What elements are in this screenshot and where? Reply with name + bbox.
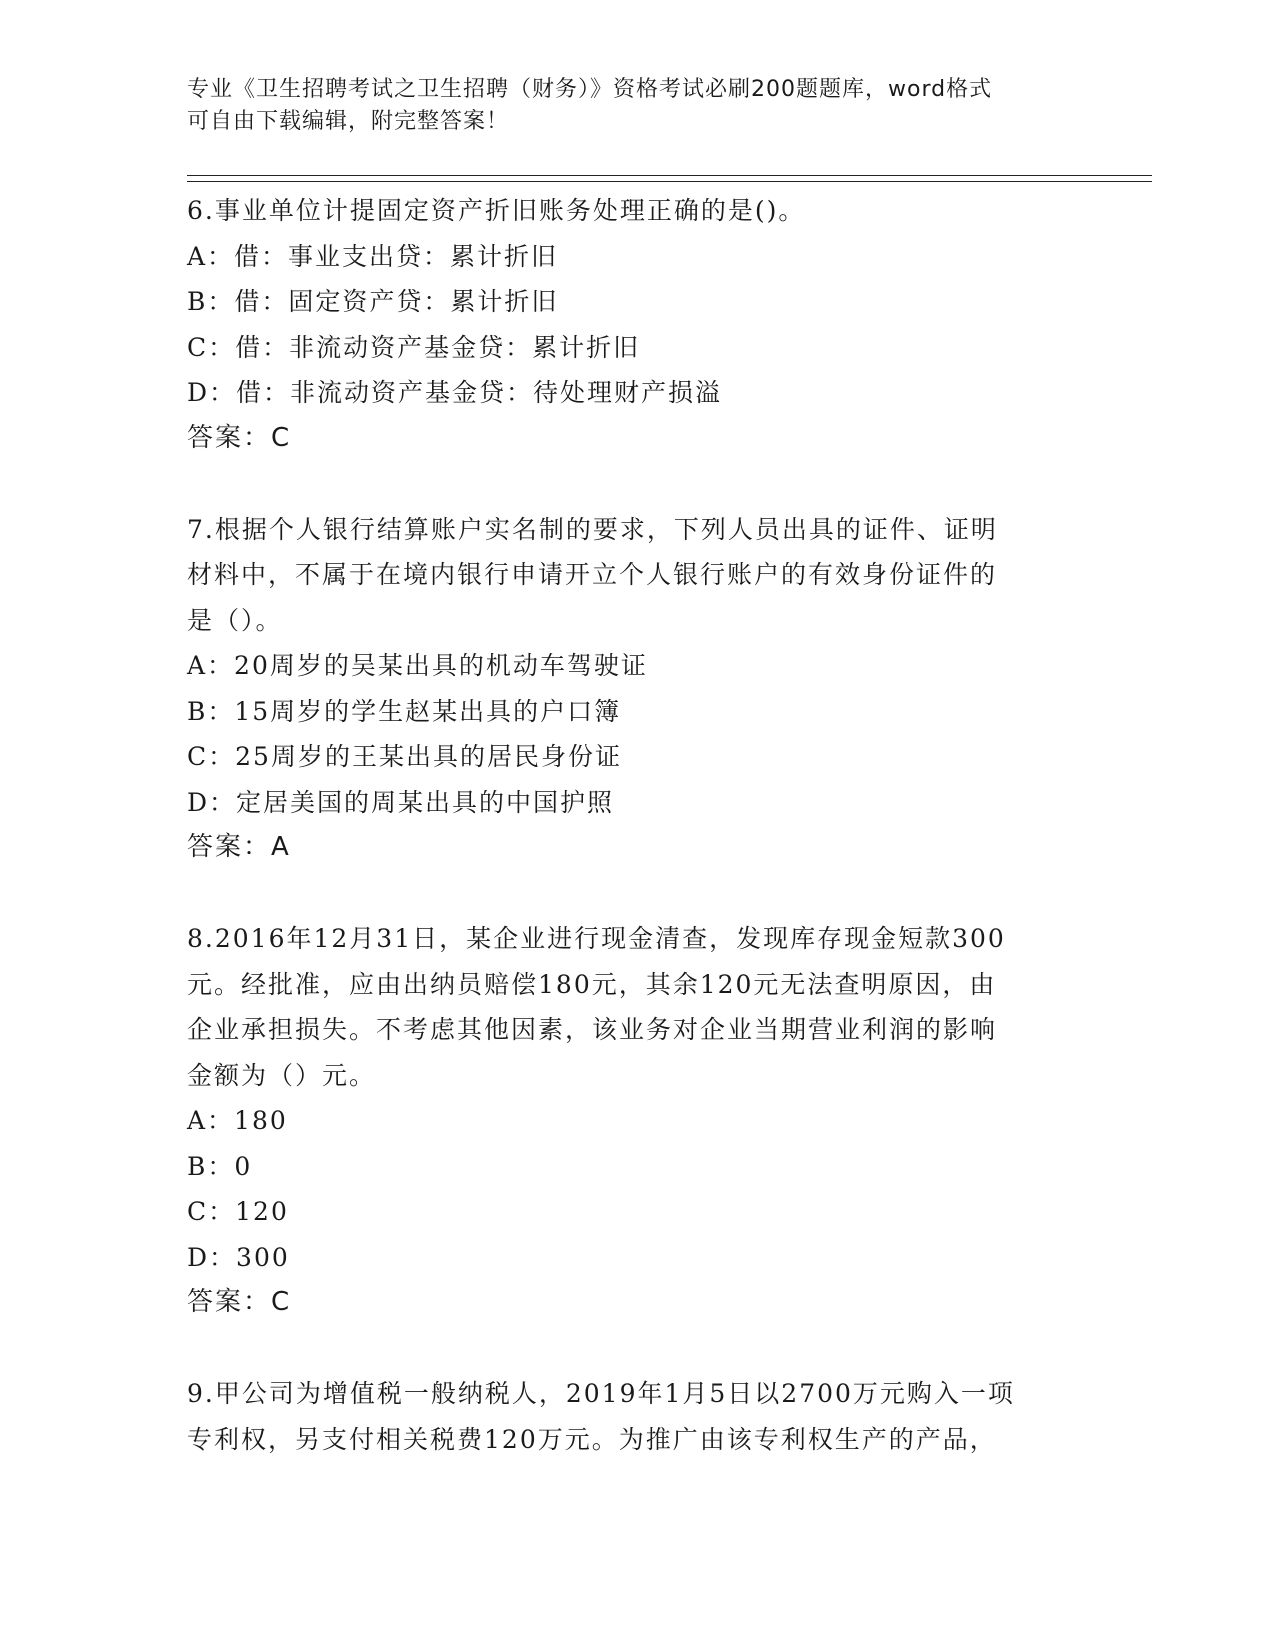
option-c: C：120 — [187, 1197, 289, 1226]
header-subtitle-line: 可自由下载编辑，附完整答案！ — [187, 109, 510, 134]
question-stem: 是（）。 — [187, 605, 283, 635]
question-spacer — [187, 1326, 1087, 1372]
option-a: A：借：事业支出贷：累计折旧 — [187, 241, 559, 271]
option-b: B：0 — [187, 1151, 253, 1181]
option-d: D：300 — [187, 1242, 290, 1272]
question-stem: 6.事业单位计提固定资产折旧账务处理正确的是()。 — [187, 196, 806, 225]
question-stem: 材料中，不属于在境内银行申请开立个人银行账户的有效身份证件的 — [187, 560, 998, 589]
option-c: C：25周岁的王某出具的居民身份证 — [187, 742, 622, 771]
question-stem: 元。经批准，应由出纳员赔偿180元，其余120元无法查明原因，由 — [187, 969, 997, 999]
question-spacer — [187, 871, 1087, 917]
question-block — [187, 507, 1087, 871]
option-a: A：180 — [187, 1106, 288, 1135]
option-b: B：借：固定资产贷：累计折旧 — [187, 287, 559, 316]
question-block — [187, 916, 1087, 1326]
question-stem: 9.甲公司为增值税一般纳税人，2019年1月5日以2700万元购入一项 — [187, 1379, 1015, 1408]
header-rule-bottom — [187, 181, 1152, 182]
option-d: D：定居美国的周某出具的中国护照 — [187, 787, 615, 817]
answer-line: 答案：C — [187, 1287, 292, 1317]
page-header — [187, 74, 1087, 138]
question-spacer — [187, 461, 1087, 507]
question-stem: 8.2016年12月31日，某企业进行现金清查，发现库存现金短款300 — [187, 924, 1006, 953]
option-d: D：借：非流动资产基金贷：待处理财产损溢 — [187, 378, 723, 407]
option-b: B：15周岁的学生赵某出具的户口簿 — [187, 696, 622, 726]
option-a: A：20周岁的吴某出具的机动车驾驶证 — [187, 651, 648, 680]
header-rule-top — [187, 175, 1152, 176]
answer-line: 答案：A — [187, 832, 291, 862]
question-block — [187, 1371, 1087, 1462]
question-stem: 专利权，另支付相关税费120万元。为推广由该专利权生产的产品， — [187, 1424, 997, 1454]
answer-line: 答案：C — [187, 422, 292, 453]
option-c: C：借：非流动资产基金贷：累计折旧 — [187, 332, 641, 362]
question-list — [187, 188, 1087, 1462]
header-title-line: 专业《卫生招聘考试之卫生招聘（财务）》资格考试必刷200题题库，word格式 — [187, 77, 993, 102]
question-stem: 金额为（）元。 — [187, 1060, 377, 1090]
question-block — [187, 188, 1087, 461]
question-stem: 7.根据个人银行结算账户实名制的要求，下列人员出具的证件、证明 — [187, 514, 998, 544]
question-stem: 企业承担损失。不考虑其他因素，该业务对企业当期营业利润的影响 — [187, 1015, 998, 1044]
